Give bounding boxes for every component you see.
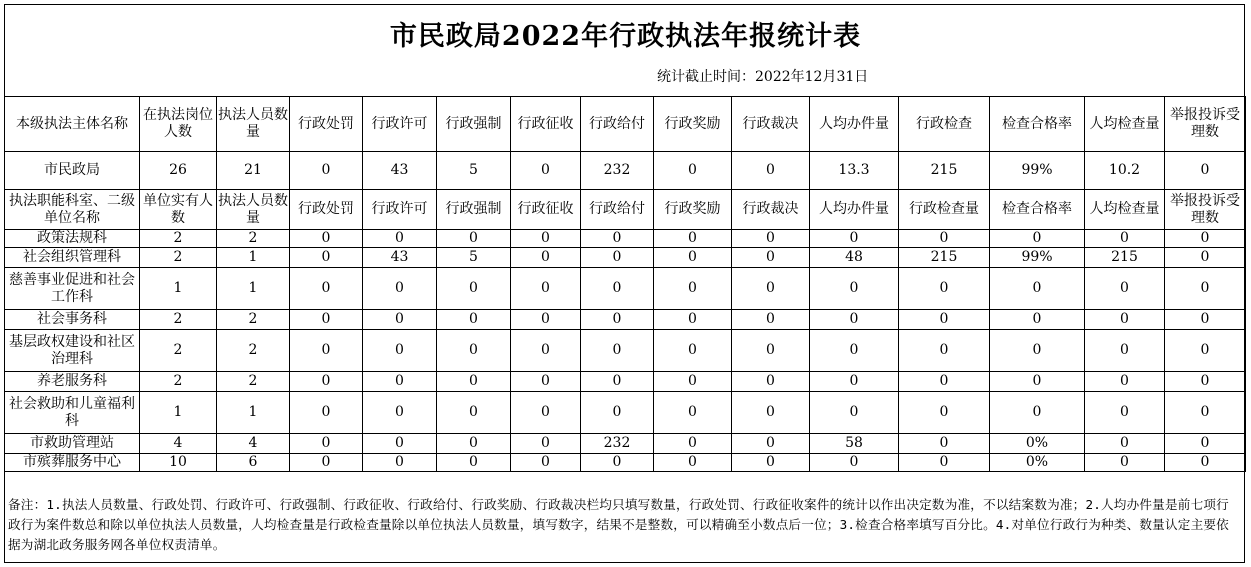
table-row-cell: 养老服务科 [5,372,140,392]
header-row-primary-cell: 在执法岗位人数 [140,97,217,152]
table-row-cell: 0 [511,392,581,434]
header-row-primary-cell: 执法人员数量 [217,97,290,152]
table-row-cell: 0 [1085,434,1165,454]
table-row-cell: 0 [1165,230,1246,248]
header-row-secondary-cell: 行政裁决 [732,190,810,230]
summary-row-cell: 0 [1165,152,1246,190]
table-row-cell: 0 [581,454,654,472]
table-row-cell: 0 [654,434,732,454]
table-row-cell: 0 [1085,392,1165,434]
table-row-cell: 慈善事业促进和社会工作科 [5,268,140,310]
table-row-cell: 0 [1165,268,1246,310]
table-row [5,230,1246,248]
table-row-cell: 0 [1165,392,1246,434]
table-row-cell: 0 [290,268,363,310]
table-row-cell: 5 [437,248,511,268]
summary-row-cell: 0 [290,152,363,190]
header-row-secondary-cell: 执法职能科室、二级单位名称 [5,190,140,230]
header-row-primary-cell: 行政征收 [511,97,581,152]
table-row-cell: 0 [363,434,437,454]
table-row-cell: 0 [732,454,810,472]
table-row-cell: 社会组织管理科 [5,248,140,268]
table-row-cell: 0 [732,330,810,372]
table-row [5,392,1246,434]
table-row-cell: 0 [511,268,581,310]
header-row-secondary-cell: 检查合格率 [990,190,1085,230]
table-row-cell: 0 [1085,230,1165,248]
table-row-cell: 43 [363,248,437,268]
table-row-cell: 0 [363,310,437,330]
table-row-cell: 0 [290,434,363,454]
table-row-cell: 0 [363,392,437,434]
table-row-cell: 0 [290,372,363,392]
table-row-cell: 2 [217,310,290,330]
summary-row-cell: 0 [654,152,732,190]
table-row-cell: 0 [810,372,899,392]
table-row-cell: 0% [990,434,1085,454]
table-row-cell: 政策法规科 [5,230,140,248]
table-row-cell: 0 [511,248,581,268]
table-row [5,268,1246,310]
header-row-secondary [5,190,1246,230]
header-row-primary-cell: 举报投诉受理数 [1165,97,1246,152]
summary-row-cell: 215 [899,152,990,190]
table-row-cell: 0 [810,268,899,310]
table-row-cell: 0 [363,268,437,310]
header-row-primary-cell: 行政许可 [363,97,437,152]
table-row-cell: 1 [217,248,290,268]
table-row-cell: 0 [810,310,899,330]
table-row-cell: 0 [732,230,810,248]
table-row-cell: 1 [217,268,290,310]
table-row-cell: 0 [1085,372,1165,392]
table-row-cell: 215 [1085,248,1165,268]
header-row-primary-cell: 本级执法主体名称 [5,97,140,152]
header-row-primary-cell: 行政处罚 [290,97,363,152]
table-row-cell: 2 [217,230,290,248]
header-row-secondary-cell: 行政检查量 [899,190,990,230]
header-row-primary-cell: 行政给付 [581,97,654,152]
header-row-primary-cell: 行政奖励 [654,97,732,152]
table-row-cell: 市救助管理站 [5,434,140,454]
table-row-cell: 0 [290,392,363,434]
summary-row-cell: 市民政局 [5,152,140,190]
cutoff-date: 统计截止时间：2022年12月31日 [657,69,869,85]
summary-row-cell: 0 [732,152,810,190]
table-row-cell: 0 [810,230,899,248]
table-row-cell: 0 [1165,248,1246,268]
table-row-cell: 0 [654,372,732,392]
table-row-cell: 0 [899,268,990,310]
table-row-cell: 2 [140,230,217,248]
footnote: 备注：1.执法人员数量、行政处罚、行政许可、行政强制、行政征收、行政给付、行政奖励、行政裁决栏均只填写数量，行政处罚、行政征收案件的统计以作出决定数为准，不以结案数为准；2.人均办件量是前七项行政行为案件数总和除以单位执法人员数量，人均检查量是行政检查量除以单位执法人员数量，填写数字，结果不是整数，可以精确至小数点后一位；3.检查合格率填写百分比。4.对单位行政行为种类、数量认定主要依据为湖北政务服务网各单位权责清单。 [8,497,1229,552]
table-row-cell: 2 [140,330,217,372]
table-row-cell: 0 [990,310,1085,330]
table-row-cell: 0 [654,248,732,268]
table-row-cell: 0 [511,310,581,330]
table-row-cell: 0 [732,434,810,454]
table-row-cell: 0 [581,248,654,268]
table-row-cell: 0 [899,310,990,330]
stats-table [4,96,1246,472]
table-row-cell: 6 [217,454,290,472]
table-row-cell: 0 [810,330,899,372]
table-row-cell: 1 [140,268,217,310]
table-row-cell: 0 [581,268,654,310]
page-title: 市民政局2022年行政执法年报统计表 [389,21,862,52]
table-row-cell: 215 [899,248,990,268]
table-row-cell: 0 [437,330,511,372]
header-row-secondary-cell: 人均检查量 [1085,190,1165,230]
table-row-cell: 2 [217,330,290,372]
header-row-primary-cell: 人均办件量 [810,97,899,152]
table-row-cell: 0 [654,310,732,330]
table-row-cell: 0 [654,330,732,372]
table-row-cell: 0 [654,230,732,248]
summary-row-cell: 5 [437,152,511,190]
table-row-cell: 2 [140,372,217,392]
summary-row-cell: 21 [217,152,290,190]
summary-row-cell: 99% [990,152,1085,190]
table-row-cell: 0 [1085,310,1165,330]
header-row-secondary-cell: 人均办件量 [810,190,899,230]
table-row-cell: 0 [581,230,654,248]
table-row-cell: 0 [511,230,581,248]
table-row-cell: 0 [654,392,732,434]
table-row-cell: 0 [990,230,1085,248]
header-row-primary-cell: 行政强制 [437,97,511,152]
table-row-cell: 1 [217,392,290,434]
table-row-cell: 0 [290,248,363,268]
table-row-cell: 2 [217,372,290,392]
table-row-cell: 0 [511,330,581,372]
table-row-cell: 社会救助和儿童福利科 [5,392,140,434]
table-row-cell: 0 [990,392,1085,434]
table-row-cell: 0 [899,454,990,472]
table-row-cell: 0 [437,434,511,454]
header-row-secondary-cell: 行政给付 [581,190,654,230]
table-row-cell: 0 [1085,268,1165,310]
header-row-primary-cell: 行政裁决 [732,97,810,152]
table-row-cell: 0 [437,372,511,392]
table-row-cell: 2 [140,248,217,268]
table-row-cell: 0 [363,230,437,248]
summary-row-cell: 10.2 [1085,152,1165,190]
table-row-cell: 0 [581,372,654,392]
header-row-secondary-cell: 行政奖励 [654,190,732,230]
table-row-cell: 0 [1085,454,1165,472]
header-row-primary-cell: 检查合格率 [990,97,1085,152]
table-row-cell: 0 [437,454,511,472]
header-row-secondary-cell: 举报投诉受理数 [1165,190,1246,230]
table-row-cell: 0 [363,372,437,392]
header-row-primary-cell: 行政检查 [899,97,990,152]
table-row-cell: 58 [810,434,899,454]
table-row-cell: 0 [732,372,810,392]
table-row-cell: 0 [732,248,810,268]
table-row-cell: 0 [437,392,511,434]
table-row-cell: 0 [290,330,363,372]
table-row-cell: 48 [810,248,899,268]
table-row-cell: 0 [581,392,654,434]
table-row-cell: 0 [511,434,581,454]
header-row-primary [5,97,1246,152]
summary-row-cell: 26 [140,152,217,190]
table-row-cell: 0 [654,454,732,472]
table-row-cell: 0 [581,330,654,372]
table-row-cell: 基层政权建设和社区治理科 [5,330,140,372]
table-row-cell: 0 [437,310,511,330]
table-row-cell: 0 [810,454,899,472]
table-row-cell: 0 [732,310,810,330]
table-row-cell: 0 [511,372,581,392]
table-row-cell: 0 [363,330,437,372]
table-row-cell: 0 [899,372,990,392]
table-row-cell: 0 [1085,330,1165,372]
table-row-cell: 0 [732,392,810,434]
table-row-cell: 0 [810,392,899,434]
table-row-cell: 232 [581,434,654,454]
header-row-secondary-cell: 行政许可 [363,190,437,230]
table-row-cell: 0 [581,310,654,330]
table-row-cell: 0 [1165,434,1246,454]
table-row-cell: 0 [1165,454,1246,472]
table-row-cell: 0 [654,268,732,310]
table-row [5,330,1246,372]
table-row-cell: 0 [732,268,810,310]
table-row-cell: 99% [990,248,1085,268]
table-row-cell: 0 [290,230,363,248]
summary-row [5,152,1246,190]
header-row-secondary-cell: 单位实有人数 [140,190,217,230]
table-row-cell: 0 [437,230,511,248]
header-row-secondary-cell: 行政征收 [511,190,581,230]
table-row-cell: 0 [990,372,1085,392]
table-row-cell: 10 [140,454,217,472]
table-row-cell: 2 [140,310,217,330]
table-row-cell: 0 [1165,372,1246,392]
table-row-cell: 4 [140,434,217,454]
header-row-secondary-cell: 行政强制 [437,190,511,230]
table-row [5,454,1246,472]
table-row-cell: 0 [990,330,1085,372]
table-row-cell: 0 [899,330,990,372]
table-row-cell: 0 [290,310,363,330]
table-row-cell: 0% [990,454,1085,472]
table-row [5,434,1246,454]
summary-row-cell: 13.3 [810,152,899,190]
table-row-cell: 0 [899,392,990,434]
table-row-cell: 0 [363,454,437,472]
table-row-cell: 0 [437,268,511,310]
table-row [5,310,1246,330]
table-row-cell: 0 [1165,310,1246,330]
summary-row-cell: 43 [363,152,437,190]
table-row-cell: 0 [899,434,990,454]
header-row-secondary-cell: 行政处罚 [290,190,363,230]
table-row-cell: 0 [990,268,1085,310]
table-row [5,372,1246,392]
table-row-cell: 1 [140,392,217,434]
summary-row-cell: 232 [581,152,654,190]
table-row-cell: 0 [290,454,363,472]
table-row [5,248,1246,268]
table-row-cell: 市殡葬服务中心 [5,454,140,472]
summary-row-cell: 0 [511,152,581,190]
header-row-primary-cell: 人均检查量 [1085,97,1165,152]
table-row-cell: 4 [217,434,290,454]
table-row-cell: 0 [899,230,990,248]
table-row-cell: 0 [511,454,581,472]
header-row-secondary-cell: 执法人员数量 [217,190,290,230]
table-row-cell: 社会事务科 [5,310,140,330]
table-row-cell: 0 [1165,330,1246,372]
